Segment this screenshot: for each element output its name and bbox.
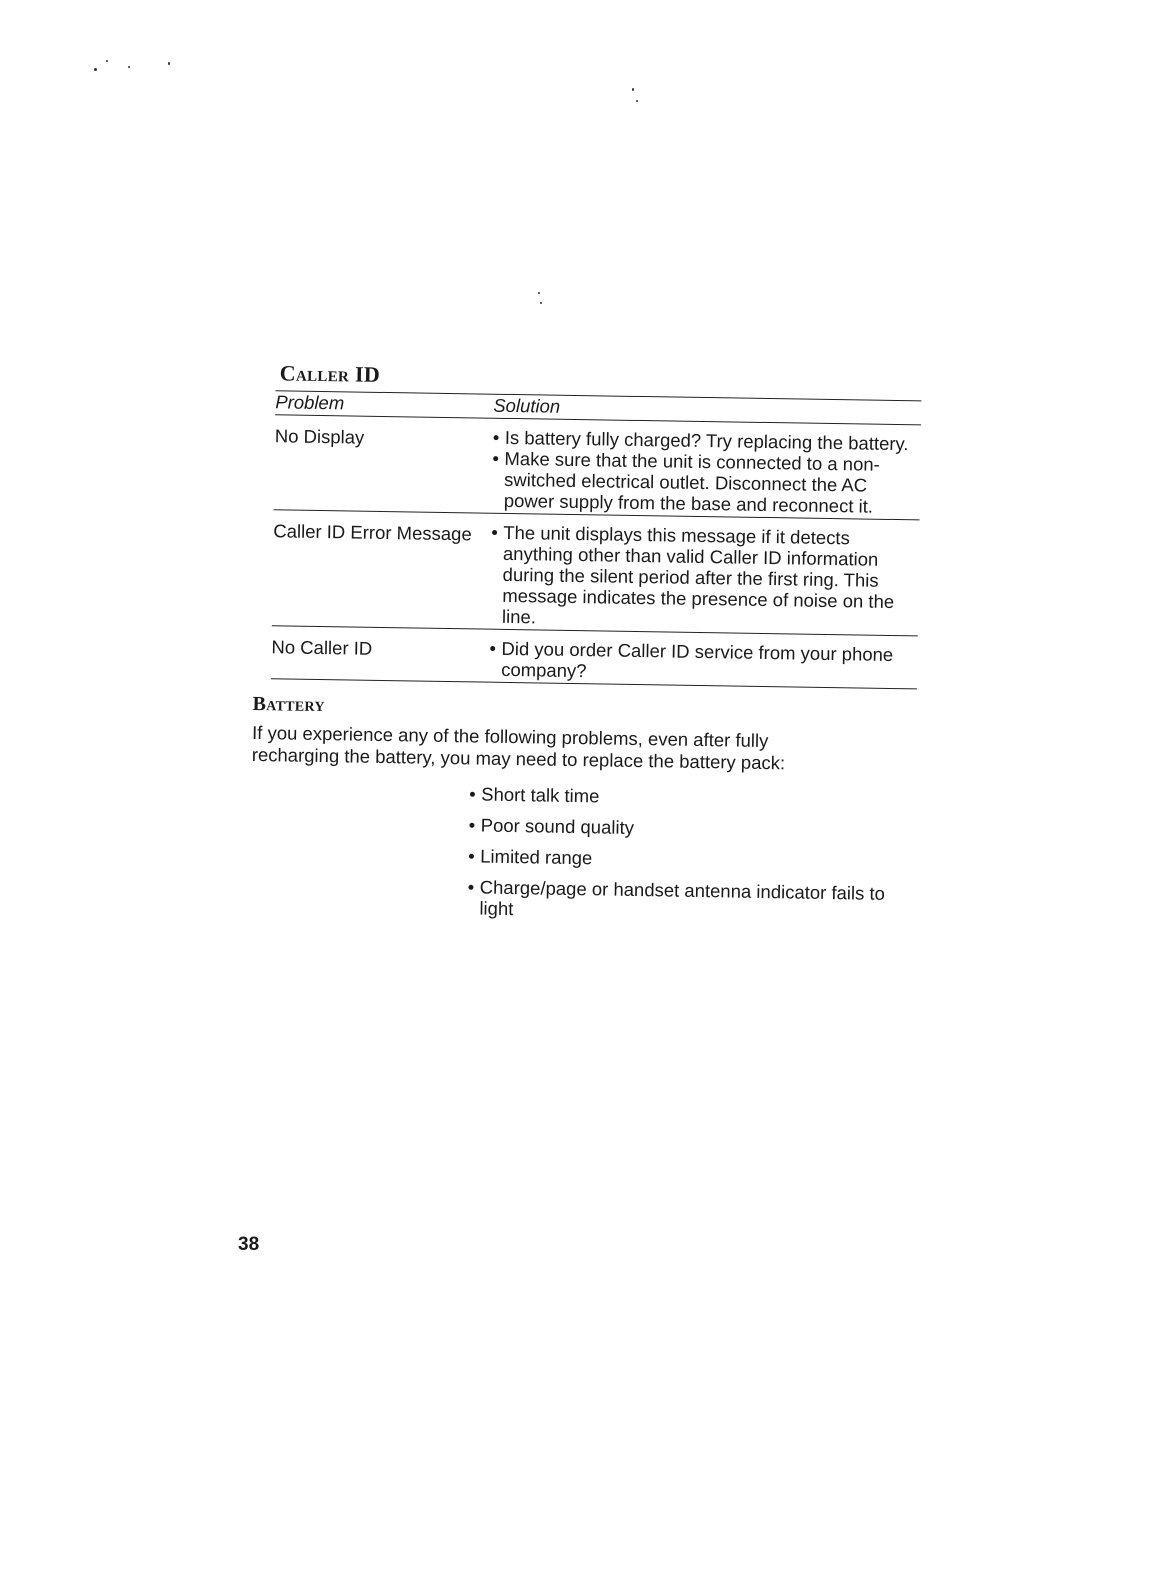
solution-cell [489, 629, 918, 689]
scan-speck [632, 88, 634, 91]
solution-item: • Make sure that the unit is connected to a non-switched electrical outlet. Disconnect the AC power supply from the base and reconnect it. [492, 448, 921, 518]
troubleshooting-content [249, 360, 918, 935]
list-item: • Limited range [468, 845, 888, 873]
scan-speck [128, 66, 130, 68]
problem-cell: Caller ID Error Message [272, 510, 492, 629]
solution-item: • Is battery fully charged? Try replacing the battery. [493, 427, 921, 455]
solution-cell [492, 418, 921, 520]
scan-speck [106, 60, 108, 62]
list-item: • Poor sound quality [469, 814, 889, 842]
problem-cell: No Caller ID [271, 626, 490, 682]
battery-heading: Battery [252, 692, 326, 717]
table-row [274, 415, 921, 520]
caller-id-table [271, 390, 921, 689]
solution-list [492, 427, 921, 518]
table-row [272, 510, 920, 636]
scan-speck [168, 62, 170, 65]
battery-problem-list [467, 783, 889, 925]
list-item: • Short talk time [469, 783, 889, 811]
solution-column-header: Solution [493, 394, 921, 425]
solution-item: • The unit displays this message if it detects anything other than valid Caller ID information during the silent period after the first ring. This message indicates the presence of noise on the line. [490, 522, 920, 634]
table-row [271, 626, 918, 689]
page-number: 38 [238, 1234, 260, 1255]
battery-intro-text: If you experience any of the following problems, even after fully recharging the battery, you may need to replace the battery pack: [251, 721, 786, 774]
scan-speck [94, 68, 97, 71]
scan-speck [636, 100, 638, 102]
solution-cell [490, 513, 920, 636]
problem-cell: No Display [274, 415, 493, 513]
scan-speck [540, 302, 542, 304]
caller-id-heading: Caller ID [279, 360, 381, 387]
scan-speck [538, 292, 540, 294]
solution-item: • Did you order Caller ID service from your phone company? [489, 638, 918, 687]
problem-column-header: Problem [275, 391, 493, 418]
solution-list [489, 638, 918, 687]
list-item: • Charge/page or handset antenna indicator fails to light [467, 876, 888, 925]
solution-list [490, 522, 920, 634]
